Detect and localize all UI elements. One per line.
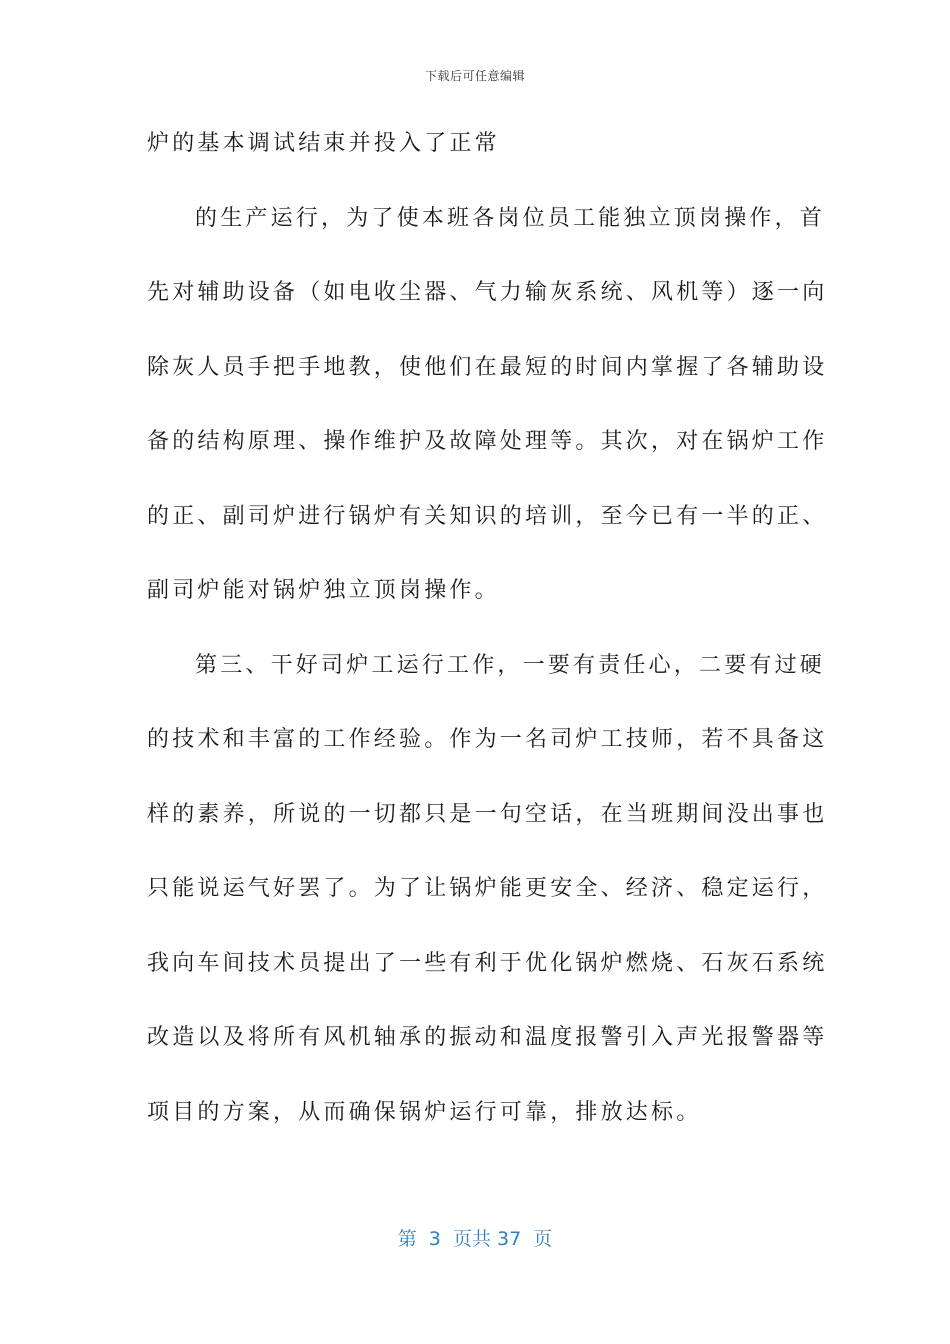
text-line: 只能说运气好罢了。为了让锅炉能更安全、经济、稳定运行， — [147, 876, 828, 901]
text-line: 炉的基本调试结束并投入了正常 — [147, 131, 500, 156]
text-line: 第三、干好司炉工运行工作，一要有责任心，二要有过硬 — [195, 652, 826, 678]
text-line: 项目的方案，从而确保锅炉运行可靠，排放达标。 — [147, 1099, 702, 1125]
text-line: 样的素养，所说的一切都只是一句空话，在当班期间没出事也 — [147, 801, 828, 827]
text-line: 的生产运行，为了使本班各岗位员工能独立顶岗操作，首 — [195, 205, 826, 231]
text-line: 改造以及将所有风机轴承的振动和温度报警引入声光报警器等 — [147, 1025, 828, 1050]
text-line: 副司炉能对锅炉独立顶岗操作。 — [147, 578, 500, 603]
text-line: 先对辅助设备（如电收尘器、气力输灰系统、风机等）逐一向 — [147, 280, 828, 305]
text-line: 备的结构原理、操作维护及故障处理等。其次，对在锅炉工作 — [147, 429, 828, 454]
text-line: 的技术和丰富的工作经验。作为一名司炉工技师，若不具备这 — [147, 727, 828, 752]
page-number-footer: 第 3 页共 37 页 — [397, 1228, 553, 1250]
document-body — [147, 122, 828, 1165]
text-line: 的正、副司炉进行锅炉有关知识的培训，至今已有一半的正、 — [147, 503, 828, 529]
page-header-note: 下载后可任意编辑 — [424, 69, 525, 83]
text-line: 除灰人员手把手地教，使他们在最短的时间内掌握了各辅助设 — [147, 354, 828, 380]
text-line: 我向车间技术员提出了一些有利于优化锅炉燃烧、石灰石系统 — [147, 950, 828, 976]
